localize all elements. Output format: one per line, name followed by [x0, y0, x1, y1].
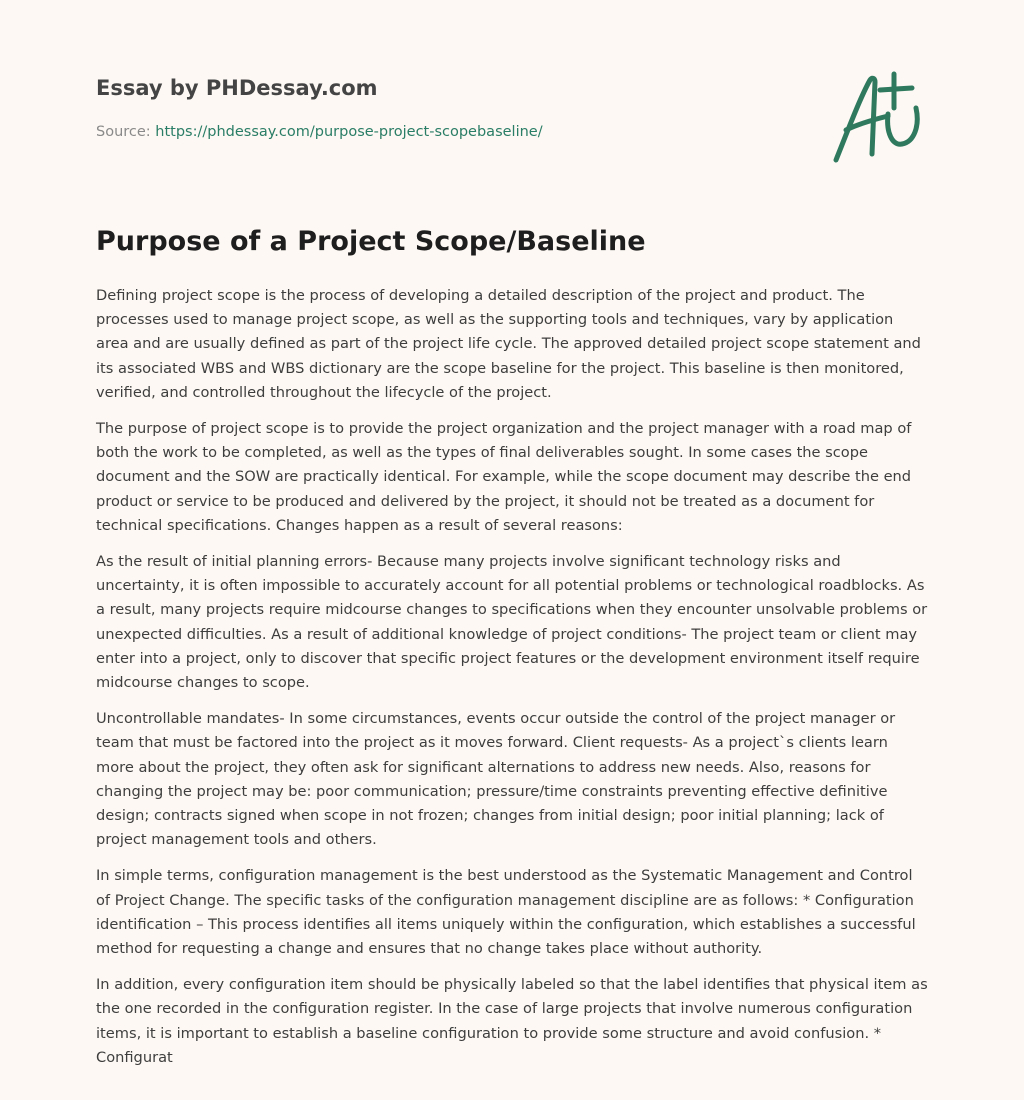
essay-paragraph: The purpose of project scope is to provide the project organization and the project manager with a road map of both the work to be completed, as well as the types of final deliverables sought. In some cases the scope document and the SOW are practically identical. For example, while the scope document may describe the end product or service to be produced and delivered by the project, it should not be treated as a document for technical specifications. Changes happen as a result of several reasons: [96, 420, 912, 534]
essay-paragraph: Uncontrollable mandates- In some circumstances, events occur outside the control of the project manager or team that must be factored into the project as it moves forward. Client requests- As a project`s clients learn more about the project, they often ask for significant alternations to address new needs. Also, reasons for changing the project may be: poor communication; pressure/time constraints preventing effective definitive design; contracts signed when scope in not frozen; changes from initial design; poor initial planning; lack of project management tools and others. [96, 710, 896, 849]
a-plus-logo-icon [828, 68, 932, 164]
essay-paragraph: Defining project scope is the process of developing a detailed description of the project and product. The processes used to manage project scope, as well as the supporting tools and techniques, vary by application area and are usually defined as part of the project life cycle. The approved detailed project scope statement and its associated WBS and WBS dictionary are the scope baseline for the project. This baseline is then monitored, verified, and controlled throughout the lifecycle of the project. [96, 287, 921, 401]
source-line [96, 124, 543, 140]
site-name: Essay by PHDessay.com [96, 76, 378, 100]
essay-paragraph: As the result of initial planning errors- Because many projects involve significant technology risks and uncertainty, it is often impossible to accurately account for all potential problems or technological roadblocks. As a result, many projects require midcourse changes to specifications when they encounter unsolvable problems or unexpected difficulties. As a result of additional knowledge of project conditions- The project team or client may enter into a project, only to discover that specific project features or the development environment itself require midcourse changes to scope. [96, 553, 928, 692]
source-link[interactable]: https://phdessay.com/purpose-project-scopebaseline/ [155, 124, 543, 140]
page-header [96, 0, 928, 200]
essay-title: Purpose of a Project Scope/Baseline [96, 226, 646, 257]
essay-paragraph: In simple terms, configuration management is the best understood as the Systematic Management and Control of Project Change. The specific tasks of the configuration management discipline are as follows: * Configuration identification – This process identifies all items uniquely within the configuration, which establishes a successful method for requesting a change and ensures that no change takes place without authority. [96, 867, 916, 958]
essay-paragraph: In addition, every configuration item should be physically labeled so that the label identifies that physical item as the one recorded in the configuration register. In the case of large projects that involve numerous configuration items, it is important to establish a baseline configuration to provide some structure and avoid confusion. * Configurat [96, 976, 928, 1066]
essay-body [96, 284, 930, 1082]
source-label: Source: [96, 124, 156, 140]
